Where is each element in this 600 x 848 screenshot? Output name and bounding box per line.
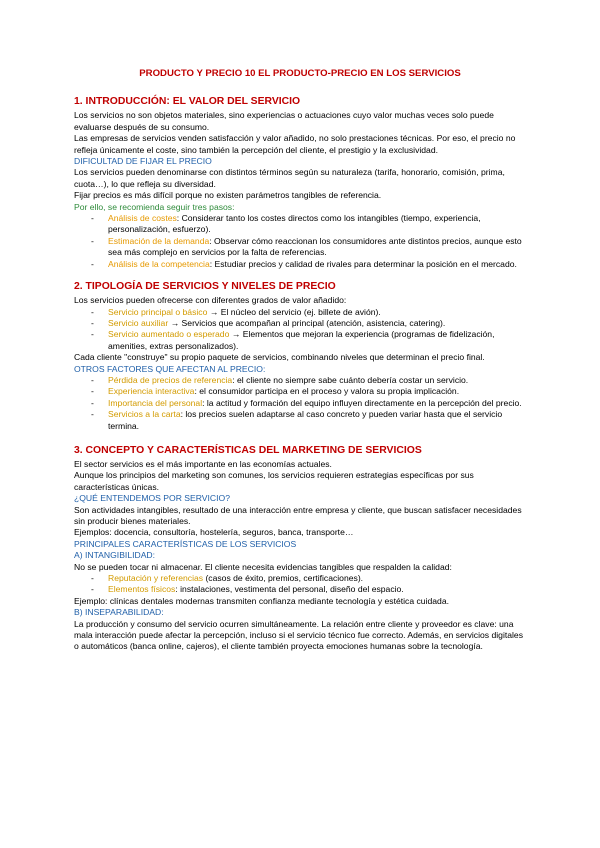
section-2-heading: 2. TIPOLOGÍA DE SERVICIOS Y NIVELES DE PRECIO: [74, 281, 336, 293]
list-item-term: Servicios a la carta: [108, 409, 181, 420]
list-item-term: Experiencia interactiva: [108, 386, 195, 397]
list-item-term: Servicio auxiliar: [108, 317, 169, 328]
section-2-levels-list: [74, 307, 526, 353]
section-1-paragraph-2: Las empresas de servicios venden satisfacción y valor añadido, no solo prestaciones técnicas. Por eso, el precio no refleja únicamente el coste, sino también la percepción del cliente, el prestigio y la exclusividad.: [74, 133, 516, 155]
list-item-text: → Servicios que acompañan al principal (atención, asistencia, catering).: [168, 317, 446, 328]
list-item: [108, 236, 526, 259]
section-1-paragraph-1: Los servicios no son objetos materiales, sino experiencias o actuaciones cuyo valor muchas veces solo puede evaluarse después de su consumo.: [74, 110, 494, 132]
list-item: [108, 307, 526, 318]
list-item-text: : los precios suelen adaptarse al caso concreto y pueden variar hasta que el servicio termina.: [108, 409, 503, 431]
section-3-evidence-list: [74, 573, 526, 596]
section-3-paragraph-2: Aunque los principios del marketing son comunes, los servicios requieren estrategias específicas por sus características únicas.: [74, 470, 474, 492]
section-1-subheading: DIFICULTAD DE FIJAR EL PRECIO: [74, 156, 212, 167]
list-item: [108, 573, 526, 584]
list-item-text: → Elementos que mejoran la experiencia (programas de fidelización, amenities, extras personalizados).: [108, 329, 495, 351]
section-3-paragraph-5: No se pueden tocar ni almacenar. El cliente necesita evidencias tangibles que respalden la calidad:: [74, 561, 452, 572]
list-item-text: : la actitud y formación del equipo influyen directamente en la percepción del precio.: [202, 397, 522, 408]
section-3-heading: 3. CONCEPTO Y CARACTERÍSTICAS DEL MARKETING DE SERVICIOS: [74, 444, 422, 456]
section-3-subheading-2: PRINCIPALES CARACTERÍSTICAS DE LOS SERVICIOS: [74, 538, 297, 549]
list-item: [108, 375, 526, 386]
list-item: [108, 584, 526, 595]
section-3-subheading-1: ¿QUÉ ENTENDEMOS POR SERVICIO?: [74, 493, 230, 504]
list-item-text: : Considerar tanto los costes directos como los intangibles (tiempo, experiencia, personalización, esfuerzo).: [108, 213, 481, 235]
list-item-text: : instalaciones, vestimenta del personal, diseño del espacio.: [175, 584, 404, 595]
section-1-steps-list: [74, 213, 526, 270]
section-3-paragraph-3: Son actividades intangibles, resultado de una interacción entre empresa y cliente, que buscan satisfacer necesidades sin producir bienes materiales.: [74, 504, 522, 526]
list-item: [108, 386, 526, 397]
list-item-term: Análisis de costes: [108, 213, 177, 224]
list-item-term: Estimación de la demanda: [108, 235, 210, 246]
section-3-subheading-4: B) INSEPARABILIDAD:: [74, 607, 164, 618]
section-1-paragraph-3: Los servicios pueden denominarse con distintos términos según su naturaleza (tarifa, honorario, comisión, prima, cuota…), lo que refleja su diversidad.: [74, 167, 505, 189]
section-2-factors-list: [74, 375, 526, 432]
list-item-text: : el cliente no siempre sabe cuánto debería costar un servicio.: [232, 374, 469, 385]
list-item-term: Elementos físicos: [108, 584, 176, 595]
section-3-paragraph-7: La producción y consumo del servicio ocurren simultáneamente. La relación entre cliente y proveedor es clave: una mala interacción puede afectar la percepción, incluso si el servicio técnico fue correcto. Además, en servicios digitales o automáticos (banca online, cajeros), el cliente también proyecta emociones humanas sobre la tecnología.: [74, 618, 524, 652]
list-item-text: → El núcleo del servicio (ej. billete de avión).: [207, 306, 381, 317]
section-2-paragraph-1: Los servicios pueden ofrecerse con diferentes grados de valor añadido:: [74, 295, 347, 306]
list-item-text: (casos de éxito, premios, certificaciones).: [203, 573, 364, 584]
section-3-paragraph-4: Ejemplos: docencia, consultoría, hostelería, seguros, banca, transporte…: [74, 527, 354, 538]
section-1-steps-intro: Por ello, se recomienda seguir tres pasos:: [74, 201, 235, 212]
list-item-term: Importancia del personal: [108, 397, 203, 408]
list-item: [108, 259, 526, 270]
section-3-paragraph-1: El sector servicios es el más importante en las economías actuales.: [74, 458, 332, 469]
document-title: PRODUCTO Y PRECIO 10 EL PRODUCTO-PRECIO EN LOS SERVICIOS: [139, 68, 461, 79]
section-3-subheading-3: A) INTANGIBILIDAD:: [74, 550, 156, 561]
list-item: [108, 213, 526, 236]
list-item-term: Servicio principal o básico: [108, 306, 208, 317]
document-page: [74, 68, 526, 653]
list-item: [108, 398, 526, 409]
list-item: [108, 409, 526, 432]
list-item-text: : el consumidor participa en el proceso y valora su propia implicación.: [194, 386, 460, 397]
list-item-text: : Estudiar precios y calidad de rivales para determinar la posición en el mercado.: [209, 258, 517, 269]
list-item: [108, 318, 526, 329]
section-1-heading: 1. INTRODUCCIÓN: EL VALOR DEL SERVICIO: [74, 96, 301, 108]
list-item: [108, 329, 526, 352]
section-3-paragraph-6: Ejemplo: clínicas dentales modernas transmiten confianza mediante tecnología y estética cuidada.: [74, 595, 449, 606]
section-2-paragraph-2: Cada cliente "construye" su propio paquete de servicios, combinando niveles que determinan el precio final.: [74, 352, 485, 363]
list-item-term: Servicio aumentado o esperado: [108, 329, 230, 340]
list-item-term: Análisis de la competencia: [108, 258, 210, 269]
list-item-text: : Observar cómo reaccionan los consumidores ante distintos precios, aunque esto sea más complejo en servicios por la falta de referencias.: [108, 235, 522, 258]
section-2-subheading: OTROS FACTORES QUE AFECTAN AL PRECIO:: [74, 363, 266, 374]
list-item-term: Reputación y referencias: [108, 573, 204, 584]
list-item-term: Pérdida de precios de referencia: [108, 374, 233, 385]
section-1-paragraph-4: Fijar precios es más difícil porque no existen parámetros tangibles de referencia.: [74, 190, 382, 201]
